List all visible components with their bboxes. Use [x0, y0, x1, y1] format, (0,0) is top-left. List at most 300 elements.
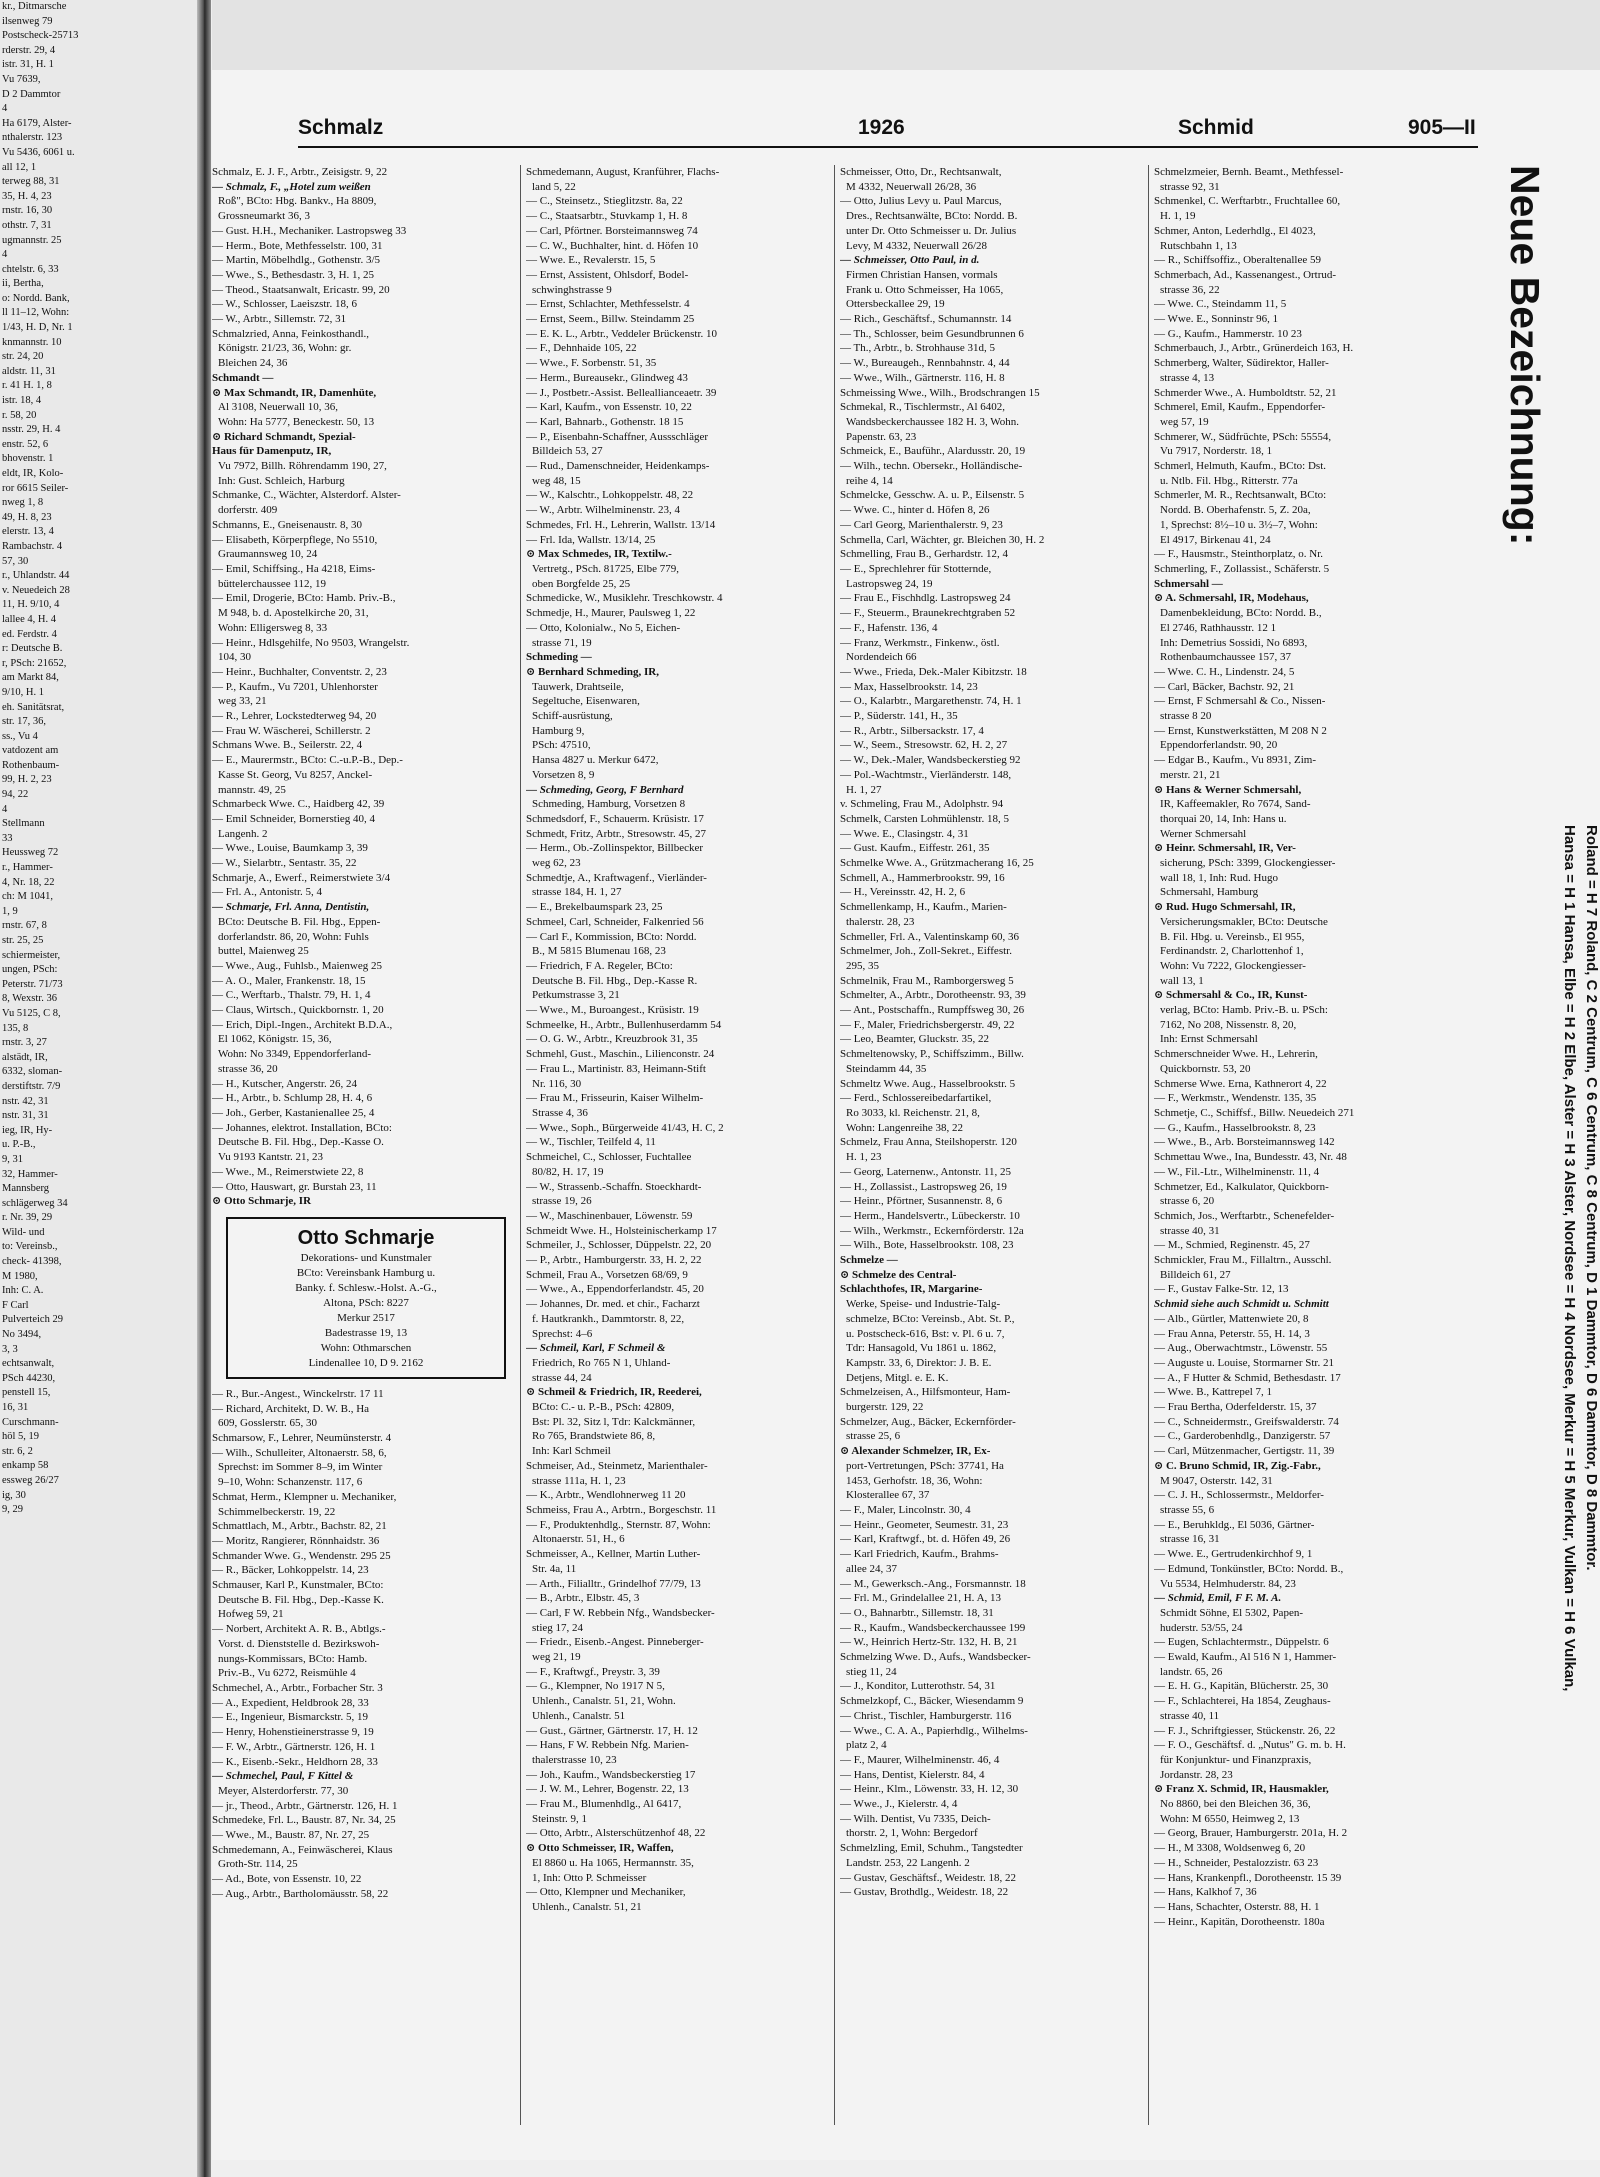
directory-entry: — Rud., Damenschneider, Heidenkamps- [526, 460, 710, 473]
directory-entry-continuation: u. Postscheck-616, Bst: v. Pl. 6 u. 7, [846, 1327, 1005, 1340]
directory-entry: — Otto, Arbtr., Alsterschützenhof 48, 22 [526, 1827, 706, 1840]
gutter-text-fragment: istr. 31, H. 1 [2, 59, 54, 71]
directory-entry: — H., Vereinsstr. 42, H. 2, 6 [840, 886, 966, 899]
gutter-text-fragment: str. 6, 2 [2, 1445, 33, 1457]
directory-entry: Schmeisser, Otto, Dr., Rechtsanwalt, [840, 166, 1002, 178]
directory-entry-continuation: Nr. 116, 30 [532, 1077, 582, 1090]
directory-entry: — G., Kaufm., Hasselbrookstr. 8, 23 [1154, 1121, 1316, 1134]
directory-entry: — W., Arbtr. Wilhelminenstr. 23, 4 [526, 504, 680, 517]
gutter-text-fragment: D 2 Dammtor [2, 88, 61, 100]
directory-entry-continuation: H. 1, 23 [846, 1151, 882, 1164]
directory-entry: Schmedt, Fritz, Arbtr., Stresowstr. 45, 27 [526, 827, 706, 840]
gutter-text-fragment: 9/10, H. 1 [2, 686, 44, 698]
directory-entry: — Wwe. E., Clasingstr. 4, 31 [840, 827, 969, 840]
gutter-text-fragment: M 1980, [2, 1270, 38, 1282]
gutter-text-fragment: ugmannstr. 25 [2, 234, 62, 246]
directory-entry: — Wwe., J., Kielerstr. 4, 4 [840, 1798, 958, 1811]
directory-entry: ⊙ Schmelze des Central- [840, 1268, 957, 1281]
directory-entry: — Ewald, Kaufm., Al 516 N 1, Hammer- [1154, 1651, 1337, 1664]
directory-entry-continuation: dorferstr. 409 [218, 504, 278, 517]
directory-entry: — Max, Hasselbrookstr. 14, 23 [840, 680, 978, 693]
directory-entry: — Herm., Handelsvertr., Lübeckerstr. 10 [840, 1209, 1020, 1222]
directory-entry: — Hans, F W. Rebbein Nfg. Marien- [526, 1739, 689, 1752]
directory-entry: — Johannes, elektrot. Installation, BCto: [212, 1121, 392, 1134]
directory-entry: — C., Schneidermstr., Greifswalderstr. 74 [1154, 1415, 1339, 1428]
directory-entry-continuation: Groth-Str. 114, 25 [218, 1858, 298, 1871]
directory-entry: — Gust., Gärtner, Gärtnerstr. 17, H. 12 [526, 1724, 698, 1737]
directory-entry: — Wwe., Louise, Baumkamp 3, 39 [212, 842, 368, 855]
gutter-text-fragment: Vu 5436, 6061 u. [2, 146, 75, 158]
directory-entry: — Heinr., Klm., Löwenstr. 33, H. 12, 30 [840, 1783, 1019, 1796]
directory-entry-continuation: Bst: Pl. 32, Sitz l, Tdr: Kalckmänner, [532, 1415, 696, 1428]
gutter-text-fragment: r. Nr. 39, 29 [2, 1212, 53, 1224]
directory-entry-continuation: weg 21, 19 [532, 1651, 581, 1664]
advertisement-line: Badestrasse 19, 13 [324, 1326, 408, 1339]
directory-entry: Schmanke, C., Wächter, Alsterdorf. Alster- [212, 489, 401, 502]
directory-entry: — Johannes, Dr. med. et chir., Facharzt [526, 1298, 700, 1311]
directory-entry: — Frl. A., Antonistr. 5, 4 [212, 886, 323, 899]
directory-entry: — E. H. G., Kapitän, Blücherstr. 25, 30 [1154, 1680, 1329, 1693]
directory-entry-continuation: Werke, Speise- und Industrie-Talg- [846, 1298, 1001, 1311]
directory-entry: — H., Zollassist., Lastropsweg 26, 19 [840, 1180, 1007, 1193]
directory-entry: — F., Hafenstr. 136, 4 [840, 621, 938, 634]
directory-entry: — Leo, Beamter, Gluckstr. 35, 22 [840, 1033, 989, 1046]
directory-entry: Schmeel, Carl, Schneider, Falkenried 56 [526, 915, 704, 928]
directory-entry-continuation: Deutsche B. Fil. Hbg., Dep.-Kasse R. [532, 974, 698, 987]
directory-entry-continuation: Wohn: Vu 7222, Glockengiesser- [1160, 959, 1306, 972]
gutter-text-fragment: aldstr. 11, 31 [2, 365, 56, 377]
directory-entry: Schmerbauch, J., Arbtr., Grünerdeich 163, H. [1154, 342, 1354, 355]
directory-entry: — W., Strassenb.-Schaffn. Stoeckhardt- [526, 1180, 702, 1193]
gutter-text-fragment: othstr. 7, 31 [2, 219, 52, 231]
directory-entry: — Ernst, F Schmersahl & Co., Nissen- [1154, 695, 1326, 708]
directory-entry: — Wwe., C. A. A., Papierhdlg., Wilhelms- [840, 1724, 1028, 1737]
advertisement-line: Merkur 2517 [337, 1311, 395, 1324]
directory-entry-continuation: Bleichen 24, 36 [218, 357, 288, 370]
gutter-text-fragment: am Markt 84, [2, 672, 59, 684]
directory-entry: Schmell, A., Hammerbrookstr. 99, 16 [840, 871, 1005, 884]
directory-entry-continuation: allee 24, 37 [846, 1562, 898, 1575]
directory-entry: — Alb., Gürtler, Mattenwiete 20, 8 [1154, 1312, 1309, 1325]
directory-entry: Schmanns, E., Gneisenaustr. 8, 30 [212, 518, 363, 531]
gutter-text-fragment: derstiftstr. 7/9 [2, 1080, 61, 1092]
header-rule [298, 146, 1478, 148]
gutter-text-fragment: ig, 30 [2, 1489, 26, 1501]
directory-entry-continuation: 7162, No 208, Nissenstr. 8, 20, [1160, 1018, 1297, 1031]
directory-entry: — Frl. Ida, Wallstr. 13/14, 25 [526, 533, 656, 546]
gutter-text-fragment: essweg 26/27 [2, 1474, 59, 1486]
directory-entry-continuation: Uhlenh., Canalstr. 51 [532, 1709, 626, 1722]
gutter-text-fragment: ch: M 1041, [2, 891, 54, 903]
directory-entry-continuation: Nordendeich 66 [846, 651, 917, 664]
directory-entry-continuation: Vu 5534, Helmhuderstr. 84, 23 [1160, 1577, 1296, 1590]
directory-entry: Schmeding — [526, 651, 592, 664]
legend-title: Neue Bezeichnung: [1502, 165, 1548, 546]
directory-entry: Schmelcke, Gesschw. A. u. P., Eilsenstr. 5 [840, 489, 1025, 502]
directory-entry-continuation: Vorsetzen 8, 9 [532, 768, 595, 781]
gutter-text-fragment: Mannsberg [2, 1183, 50, 1195]
directory-entry-continuation: Segeltuche, Eisenwaren, [532, 695, 640, 708]
gutter-text-fragment: check- 41398, [2, 1256, 62, 1268]
directory-entry-continuation: buttel, Maienweg 25 [218, 945, 309, 958]
directory-entry-continuation: oben Borgfelde 25, 25 [532, 577, 631, 590]
directory-entry: Schmelzing Wwe. D., Aufs., Wandsbecker- [840, 1651, 1031, 1664]
directory-entry: — Wilh. Dentist, Vu 7335, Deich- [840, 1812, 991, 1825]
directory-entry-continuation: Tdr: Hansagold, Vu 1861 u. 1862, [846, 1342, 997, 1355]
gutter-text-fragment: rnstr. 16, 30 [2, 205, 53, 217]
directory-entry-continuation: M 4332, Neuerwall 26/28, 36 [846, 180, 977, 193]
directory-entry-continuation: Graumannsweg 10, 24 [218, 548, 318, 561]
directory-entry: — F., Dehnhaide 105, 22 [526, 342, 637, 355]
directory-entry: — O., Bahnarbtr., Sillemstr. 18, 31 [840, 1606, 994, 1619]
directory-entry: — Wwe., F. Sorbenstr. 51, 35 [526, 357, 657, 370]
directory-entry-continuation: Hansa 4827 u. Merkur 6472, [532, 754, 659, 767]
gutter-text-fragment: enstr. 52, 6 [2, 438, 49, 450]
directory-entry: ⊙ Alexander Schmelzer, IR, Ex- [840, 1445, 991, 1458]
directory-entry-continuation: Wohn: Ha 5777, Beneckestr. 50, 13 [218, 415, 375, 428]
directory-entry: — Schmarje, Frl. Anna, Dentistin, [212, 901, 370, 914]
gutter-text-fragment: 49, H. 8, 23 [2, 511, 52, 523]
directory-entry: — Gustav, Geschäftsf., Weidestr. 18, 22 [840, 1871, 1016, 1884]
directory-entry: Schmeltz Wwe. Aug., Hasselbrookstr. 5 [840, 1077, 1016, 1090]
directory-entry-continuation: Inh: Gust. Schleich, Harburg [218, 474, 345, 487]
gutter-text-fragment: 4 [2, 103, 8, 115]
gutter-text-fragment: F Carl [2, 1299, 29, 1311]
directory-entry: — Wwe. E., Gertrudenkirchhof 9, 1 [1154, 1548, 1313, 1561]
directory-entry: Schmerschneider Wwe. H., Lehrerin, [1154, 1048, 1318, 1061]
directory-entry: — P., Kaufm., Vu 7201, Uhlenhorster [212, 680, 378, 693]
directory-entry-continuation: weg 57, 19 [1160, 415, 1209, 428]
gutter-text-fragment: 4, Nr. 18, 22 [2, 876, 55, 888]
gutter-text-fragment: Stellmann [2, 818, 45, 830]
directory-entry: — Wilh., Bote, Hasselbrookstr. 108, 23 [840, 1239, 1014, 1252]
directory-entry: — J., Konditor, Lutterothstr. 54, 31 [840, 1680, 996, 1693]
directory-entry: — Hans, Krankenpfl., Dorotheenstr. 15 39 [1154, 1871, 1342, 1884]
directory-entry-continuation: Vorst. d. Dienststelle d. Bezirkswoh- [218, 1637, 380, 1650]
directory-entry-continuation: land 5, 22 [532, 180, 576, 193]
directory-entry: — Aug., Arbtr., Bartholomäusstr. 58, 22 [212, 1887, 389, 1900]
directory-entry: — W., Tischler, Teilfeld 4, 11 [526, 1136, 656, 1149]
directory-entry-continuation: thorstr. 2, 1, Wohn: Bergedorf [846, 1827, 978, 1840]
gutter-text-fragment: Rothenbaum- [2, 759, 60, 771]
directory-entry: Schmelzer, Aug., Bäcker, Eckernförder- [840, 1415, 1016, 1428]
directory-entry: — Hans, Schachter, Osterstr. 88, H. 1 [1154, 1900, 1320, 1913]
directory-entry: Schmelnik, Frau M., Ramborgersweg 5 [840, 974, 1014, 987]
directory-entry: Schmauser, Karl P., Kunstmaler, BCto: [212, 1579, 384, 1592]
directory-entry: Schmarsow, F., Lehrer, Neumünsterstr. 4 [212, 1432, 392, 1445]
header-left-name: Schmalz [298, 116, 384, 139]
directory-entry-continuation: Deutsche B. Fil. Hbg., Dep.-Kasse O. [218, 1136, 384, 1149]
directory-entry: ⊙ Otto Schmarje, IR [212, 1195, 312, 1208]
directory-entry-continuation: merstr. 21, 21 [1160, 768, 1221, 781]
directory-entry: — Wwe., Aug., Fuhlsb., Maienweg 25 [212, 959, 382, 972]
directory-entry-continuation: Uhlenh., Canalstr. 51, 21, Wohn. [532, 1695, 676, 1708]
gutter-text-fragment: r, PSch: 21652, [2, 657, 67, 669]
gutter-text-fragment: nsstr. 29, H. 4 [2, 424, 61, 436]
directory-entry: — Carl Georg, Marienthalerstr. 9, 23 [840, 518, 1003, 531]
advertisement-line: Wohn: Othmarschen [320, 1341, 412, 1354]
gutter-text-fragment: Wild- und [2, 1226, 45, 1238]
directory-entry: Schmalzried, Anna, Feinkosthandl., [212, 327, 370, 340]
gutter-text-fragment: Rambachstr. 4 [2, 540, 63, 552]
gutter-text-fragment: schiermeister, [2, 949, 61, 961]
gutter-text-fragment: v. Neuedeich 28 [2, 584, 70, 596]
directory-entry: Schmechel, A., Arbtr., Forbacher Str. 3 [212, 1681, 383, 1694]
directory-entry-continuation: Vertretg., PSch. 81725, Elbe 779, [532, 562, 679, 575]
gutter-text-fragment: 11, H. 9/10, 4 [2, 599, 60, 611]
directory-entry-continuation: Klosterallee 67, 37 [846, 1489, 930, 1502]
directory-entry: — Frau E., Fischhdlg. Lastropsweg 24 [840, 592, 1011, 605]
directory-entry-continuation: strasse 8 20 [1160, 710, 1212, 723]
legend-routes [1556, 165, 1600, 2125]
directory-entry-continuation: Quickbornstr. 53, 20 [1160, 1062, 1251, 1075]
directory-entry: — W., Kalschtr., Lohkoppelstr. 48, 22 [526, 489, 694, 502]
directory-entry: Schmeisser, A., Kellner, Martin Luther- [526, 1548, 701, 1561]
directory-entry: — F., Gustav Falke-Str. 12, 13 [1154, 1283, 1289, 1296]
directory-entry-continuation: Wohn: No 3349, Eppendorferland- [218, 1048, 372, 1061]
gutter-text-fragment: terweg 88, 31 [2, 176, 60, 188]
directory-entry: ⊙ Heinr. Schmersahl, IR, Ver- [1154, 842, 1296, 855]
directory-entry: — Wilh., techn. Obersekr., Holländische- [840, 460, 1023, 473]
directory-entry-continuation: Detjens, Mitgl. e. E. K. [846, 1371, 949, 1384]
gutter-text-fragment: Curschmann- [2, 1416, 59, 1428]
directory-entry-continuation: Altonaerstr. 51, H., 6 [532, 1533, 625, 1546]
directory-entry: — Heinr., Buchhalter, Conventstr. 2, 23 [212, 665, 387, 678]
directory-entry: Schmid siehe auch Schmidt u. Schmitt [1154, 1298, 1329, 1311]
directory-entry: — K., Arbtr., Wendlohnerweg 11 20 [526, 1489, 686, 1502]
directory-entry-continuation: u. Ntlb. Fil. Hbg., Ritterstr. 77a [1160, 474, 1298, 487]
gutter-text-fragment: ii, Bertha, [2, 278, 44, 290]
directory-entry: — B., Arbtr., Elbstr. 45, 3 [526, 1592, 640, 1605]
directory-entry-continuation: nungs-Kommissars, BCto: Hamb. [218, 1652, 368, 1665]
gutter-text-fragment: 4 [2, 249, 8, 261]
directory-entry: — W., Dek.-Maler, Wandsbeckerstieg 92 [840, 754, 1021, 767]
directory-entry: Schmerl, Helmuth, Kaufm., BCto: Dst. [1154, 460, 1327, 473]
gutter-text-fragment: ieg, IR, Hy- [2, 1124, 53, 1136]
directory-entry: — Wwe. B., Kattrepel 7, 1 [1154, 1386, 1273, 1399]
directory-entry: Schmerel, Emil, Kaufm., Eppendorfer- [1154, 401, 1326, 414]
directory-entry: — Schmechel, Paul, F Kittel & [212, 1770, 354, 1783]
directory-entry-continuation: Langenh. 2 [218, 827, 268, 840]
directory-entry: — W., Bureaugeh., Rennbahnstr. 4, 44 [840, 357, 1010, 370]
gutter-text-fragment: ss., Vu 4 [2, 730, 38, 742]
directory-entry-continuation: Wohn: M 6550, Heimweg 2, 13 [1160, 1812, 1300, 1825]
gutter-text-fragment: r. 58, 20 [2, 409, 37, 421]
gutter-text-fragment: ed. Ferdstr. 4 [2, 628, 57, 640]
directory-entry-continuation: Schiff-ausrüstung, [532, 710, 613, 723]
directory-entry-continuation: Strasse 4, 36 [532, 1107, 588, 1119]
directory-entry: — Heinr., Geometer, Seumestr. 31, 23 [840, 1518, 1009, 1531]
directory-entry-continuation: strasse 19, 26 [532, 1195, 592, 1208]
gutter-text-fragment: r., Uhlandstr. 44 [2, 570, 70, 582]
advertisement-line: Lindenallee 10, D 9. 2162 [308, 1356, 424, 1369]
directory-entry-continuation: reihe 4, 14 [846, 474, 893, 487]
directory-entry: Schmerer, W., Südfrüchte, PSch: 55554, [1154, 430, 1332, 443]
directory-entry-continuation: landstr. 65, 26 [1160, 1665, 1223, 1678]
directory-entry: — Wwe. E., Revalerstr. 15, 5 [526, 254, 656, 267]
directory-entry-continuation: 295, 35 [846, 959, 879, 972]
directory-entry: — Wwe., Soph., Bürgerweide 41/43, H. C, 2 [526, 1121, 724, 1134]
directory-entry: — Herm., Bote, Methfesselstr. 100, 31 [212, 239, 383, 252]
directory-entry-continuation: Schimmelbeckerstr. 19, 22 [218, 1505, 336, 1518]
gutter-text-fragment: No 3494, [2, 1329, 42, 1341]
directory-entry: Schmelmer, Joh., Zoll-Sekret., Eiffestr. [840, 945, 1012, 958]
directory-entry: — Hans, Kalkhof 7, 36 [1154, 1886, 1257, 1899]
directory-entry-continuation: Billdeich 61, 27 [1160, 1268, 1231, 1281]
directory-entry-continuation: 80/82, H. 17, 19 [532, 1165, 604, 1178]
directory-entry-continuation: Al 3108, Neuerwall 10, 36, [218, 401, 339, 414]
directory-entry: Schmickler, Frau M., Fillaltrn., Ausschl. [1154, 1254, 1332, 1267]
directory-entry: ⊙ Max Schmandt, IR, Damenhüte, [212, 386, 377, 399]
directory-entry: — H., M 3308, Woldsenweg 6, 20 [1154, 1842, 1306, 1855]
directory-entry: — Wwe., A., Eppendorferlandstr. 45, 20 [526, 1283, 704, 1296]
directory-entry: Schmerler, M. R., Rechtsanwalt, BCto: [1154, 489, 1327, 502]
directory-entry-continuation: BCto: Deutsche B. Fil. Hbg., Eppen- [218, 915, 381, 928]
directory-entry: — C., Staatsarbtr., Stuvkamp 1, H. 8 [526, 210, 688, 223]
directory-entry: — Gust. H.H., Mechaniker. Lastropsweg 33 [212, 224, 407, 237]
directory-entry: — Wwe. E., Sonninstr 96, 1 [1154, 313, 1279, 326]
directory-entry: — P., Eisenbahn-Schaffner, Aussschläger [526, 430, 709, 443]
directory-entry: — Karl, Kaufm., von Essenstr. 10, 22 [526, 401, 692, 414]
directory-entry: — Otto, Hauswart, gr. Burstah 23, 11 [212, 1180, 377, 1193]
directory-entry: — E., Beruhkldg., El 5036, Gärtner- [1154, 1518, 1315, 1531]
directory-entry: — Richard, Architekt, D. W. B., Ha [212, 1402, 370, 1415]
directory-entry-continuation: PSch: 47510, [532, 739, 591, 752]
gutter-text-fragment: str. 17, 36, [2, 716, 47, 728]
directory-entry-continuation: No 8860, bei den Bleichen 36, 36, [1160, 1798, 1311, 1811]
directory-entry-continuation: Lastropsweg 24, 19 [846, 577, 933, 590]
directory-entry: Schmedemann, A., Feinwäscherei, Klaus [212, 1843, 393, 1856]
directory-entry: — E., Sprechlehrer für Stotternde, [840, 562, 992, 575]
directory-entry: — Wilh., Schulleiter, Altonaerstr. 58, 6, [212, 1446, 387, 1459]
gutter-text-fragment: str. 24, 20 [2, 351, 44, 363]
directory-entry-continuation: M 9047, Osterstr. 142, 31 [1160, 1474, 1273, 1487]
page-header [298, 110, 1478, 146]
directory-entry: Schmalz, E. J. F., Arbtr., Zeisigstr. 9, 22 [212, 166, 388, 178]
gutter-text-fragment: Peterstr. 71/73 [2, 978, 63, 990]
directory-entry-continuation: strasse 55, 6 [1160, 1503, 1215, 1516]
directory-entry-continuation: weg 62, 23 [532, 857, 581, 870]
directory-entry: — E., Brekelbaumspark 23, 25 [526, 901, 663, 914]
directory-entry-continuation: verlag, BCto: Hamb. Priv.-B. u. PSch: [1160, 1004, 1328, 1017]
directory-entry-continuation: Schmeding, Hamburg, Vorsetzen 8 [532, 798, 686, 811]
directory-entry-continuation: H. 1, 27 [846, 783, 882, 796]
directory-entry: — W., Fil.-Ltr., Wilhelminenstr. 11, 4 [1154, 1165, 1320, 1178]
directory-entry: Schmeiler, J., Schlosser, Düppelstr. 22, 20 [526, 1239, 712, 1252]
gutter-text-fragment: r. 41 H. 1, 8 [2, 380, 52, 392]
gutter-text-fragment: r., Hammer- [2, 862, 53, 874]
gutter-text-fragment: 9, 31 [2, 1153, 23, 1165]
header-year: 1926 [858, 116, 905, 139]
directory-entry: — R., Bäcker, Lohkoppelstr. 14, 23 [212, 1564, 369, 1577]
gutter-text-fragment: nweg 1, 8 [2, 497, 44, 509]
directory-entry-continuation: Wandsbeckerchaussee 182 H. 3, Wohn. [846, 415, 1020, 428]
directory-entry-continuation: Steinstr. 9, 1 [532, 1812, 588, 1825]
directory-entry-continuation: dorferlandstr. 86, 20, Wohn: Fuhls [218, 930, 369, 943]
directory-entry-continuation: Wohn: Elligersweg 8, 33 [218, 621, 328, 634]
directory-entry: — Heinr., Pförtner, Susannenstr. 8, 6 [840, 1195, 1003, 1208]
gutter-text-fragment: eldt, IR, Kolo- [2, 468, 64, 479]
directory-entry-continuation: El 2746, Rathhausstr. 12 1 [1160, 621, 1277, 634]
gutter-text-fragment: to: Vereinsb., [2, 1241, 58, 1253]
directory-entry: — Moritz, Rangierer, Rönnhaidstr. 36 [212, 1534, 380, 1547]
directory-entry: — Emil, Drogerie, BCto: Hamb. Priv.-B., [212, 592, 396, 605]
gutter-text-fragment: ll 11–12, Wohn: [2, 307, 70, 319]
directory-entry: Schmehl, Gust., Maschin., Lilienconstr. 24 [526, 1048, 715, 1061]
gutter-text-fragment: höl 5, 19 [2, 1431, 40, 1443]
directory-entry: — F., Schlachterei, Ha 1854, Zeughaus- [1154, 1695, 1331, 1708]
directory-entry: Schmedemann, August, Kranführer, Flachs- [526, 166, 720, 178]
directory-entry-continuation: Schmersahl, Hamburg [1160, 886, 1259, 899]
directory-entry-continuation: strasse 36, 22 [1160, 283, 1220, 296]
directory-entry: Schmelling, Frau B., Gerhardstr. 12, 4 [840, 548, 1009, 561]
directory-entry: — Christ., Tischler, Hamburgerstr. 116 [840, 1709, 1012, 1722]
directory-entry-continuation: Firmen Christian Hansen, vormals [846, 268, 998, 281]
directory-entry: Schmeil, Frau A., Vorsetzen 68/69, 9 [526, 1268, 688, 1281]
directory-entry-continuation: Petkumstrasse 3, 21 [532, 989, 620, 1002]
directory-entry: Schmandt — [212, 371, 274, 384]
directory-entry: ⊙ Richard Schmandt, Spezial- [212, 430, 356, 443]
gutter-text-fragment: u. P.-B., [2, 1139, 36, 1151]
directory-entry-continuation: Nordd. B. Oberhafenstr. 5, Z. 20a, [1160, 504, 1311, 517]
directory-entry-continuation: Kasse St. Georg, Vu 8257, Anckel- [218, 768, 373, 781]
directory-entry-continuation: Vu 7972, Billh. Röhrendamm 190, 27, [218, 460, 387, 473]
directory-entry-continuation: unter Dr. Otto Schmeisser u. Dr. Julius [846, 224, 1017, 237]
directory-entry: Schmeiss, Frau A., Arbtrn., Borgeschstr. 11 [526, 1503, 717, 1516]
directory-entry: — Frau Anna, Peterstr. 55, H. 14, 3 [1154, 1327, 1310, 1340]
gutter-text-fragment: istr. 18, 4 [2, 395, 42, 407]
directory-entry: — W., Sielarbtr., Sentastr. 35, 22 [212, 857, 357, 870]
directory-entry: — Henry, Hohenstieinerstrasse 9, 19 [212, 1726, 374, 1739]
directory-entry: Schmarbeck Wwe. C., Haidberg 42, 39 [212, 798, 385, 811]
directory-entry-continuation: Str. 4a, 11 [532, 1562, 577, 1575]
directory-entry-continuation: Ro 765, Brandstwiete 86, 8, [532, 1430, 656, 1443]
directory-entry: — C., Werftarb., Thalstr. 79, H. 1, 4 [212, 989, 371, 1002]
directory-entry-continuation: Werner Schmersahl [1160, 827, 1247, 840]
directory-entry: — Hans, Dentist, Kielerstr. 84, 4 [840, 1768, 985, 1781]
scan-top-margin [212, 0, 1600, 70]
directory-entry-continuation: für Konjunktur- und Finanzpraxis, [1160, 1753, 1312, 1766]
directory-entry: — C., Steinsetz., Stieglitzstr. 8a, 22 [526, 195, 683, 208]
directory-entry-continuation: Wohn: Langenreihe 38, 22 [846, 1121, 964, 1134]
directory-entry: — Herm., Ob.-Zollinspektor, Billbecker [526, 842, 704, 855]
phone-exchange-legend [1502, 165, 1600, 2125]
directory-entry: — F., Produktenhdlg., Sternstr. 87, Wohn: [526, 1518, 711, 1531]
directory-entry: — J. W. M., Lehrer, Bogenstr. 22, 13 [526, 1783, 689, 1796]
book-fold [197, 0, 211, 2177]
directory-entry: — Schmeding, Georg, F Bernhard [526, 783, 684, 796]
directory-entry-continuation: Königstr. 21/23, 36, Wohn: gr. [218, 342, 352, 355]
directory-entry-continuation: Deutsche B. Fil. Hbg., Dep.-Kasse K. [218, 1593, 384, 1606]
gutter-text-fragment: 32, Hammer- [2, 1168, 58, 1180]
directory-entry-continuation: Hofweg 59, 21 [218, 1608, 284, 1621]
directory-entry: — Aug., Oberwachtmstr., Löwenstr. 55 [1154, 1342, 1328, 1355]
directory-entry-continuation: El 8860 u. Ha 1065, Hermannstr. 35, [532, 1856, 694, 1869]
gutter-text-fragment: 57, 30 [2, 555, 29, 567]
directory-entry: ⊙ Max Schmedes, IR, Textilw.- [526, 548, 672, 561]
gutter-text-fragment: ror 6615 Seiler- [2, 482, 69, 494]
directory-entry: Schmelk, Carsten Lohmühlenstr. 18, 5 [840, 812, 1009, 825]
directory-entry-continuation: weg 48, 15 [532, 474, 581, 487]
gutter-text-fragment: Inh: C. A. [2, 1285, 44, 1297]
directory-entry-continuation: Kampstr. 33, 6, Direktor: J. B. E. [846, 1356, 992, 1369]
directory-entry-continuation: weg 33, 21 [218, 695, 267, 708]
directory-entry: — Wwe. C. H., Lindenstr. 24, 5 [1154, 665, 1295, 678]
directory-entry: — O. G. W., Arbtr., Kreuzbrook 31, 35 [526, 1033, 698, 1046]
directory-entry-continuation: schwinghstrasse 9 [532, 283, 612, 296]
directory-entry: — A., Expedient, Heldbrook 28, 33 [212, 1696, 369, 1709]
directory-entry: — F. W., Arbtr., Gärtnerstr. 126, H. 1 [212, 1740, 376, 1753]
